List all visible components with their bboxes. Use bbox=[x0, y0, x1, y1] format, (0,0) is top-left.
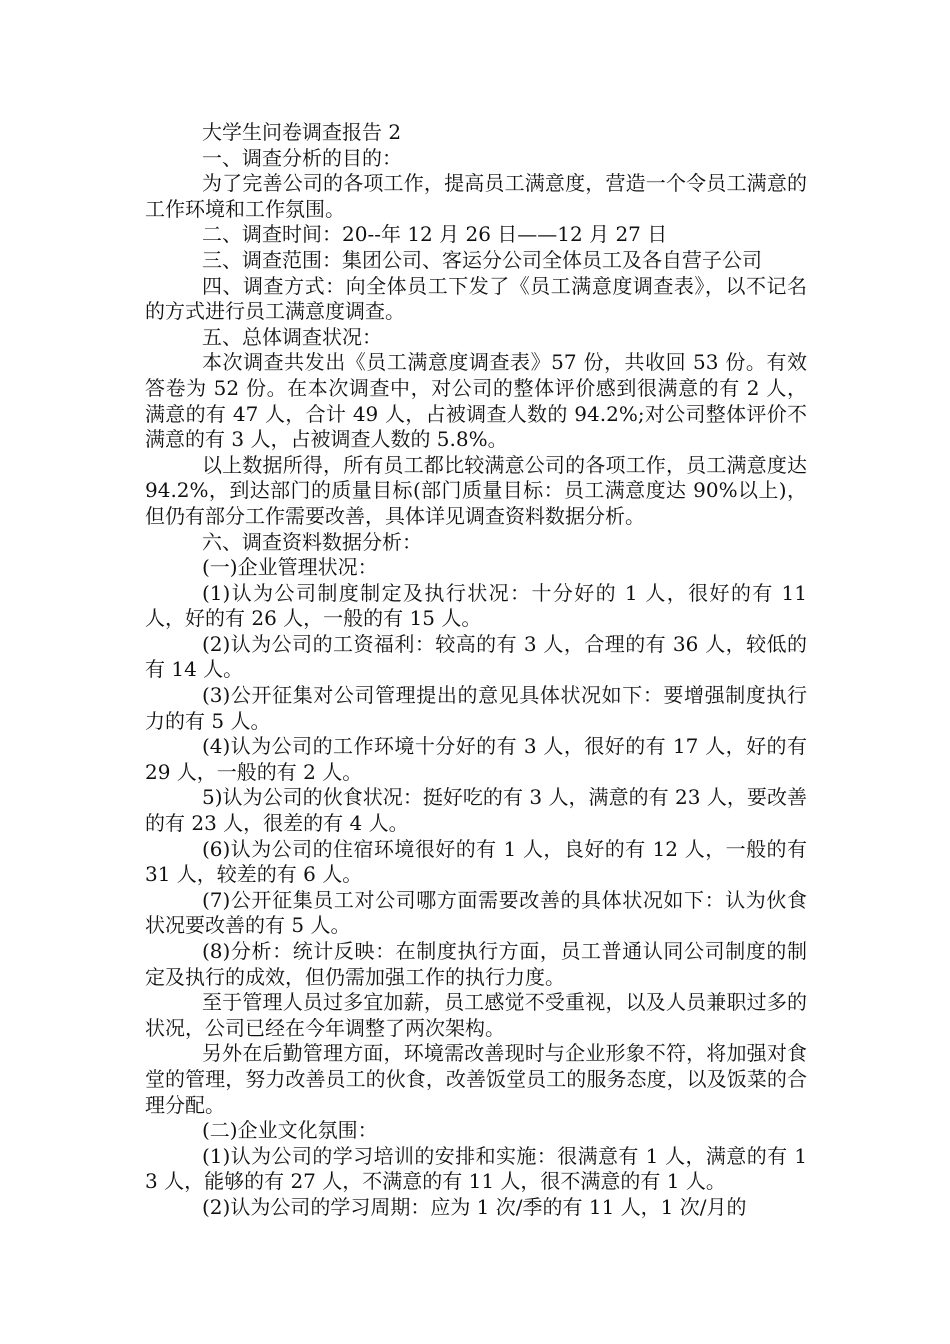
list-item: (3)公开征集对公司管理提出的意见具体状况如下：要增强制度执行力的有 5 人。 bbox=[145, 683, 807, 733]
section-heading-method: 四、调查方式：向全体员工下发了《员工满意度调查表》，以不记名的方式进行员工满意度调查。 bbox=[145, 273, 807, 324]
list-item: (1)认为公司的学习培训的安排和实施：很满意有 1 人，满意的有 13 人，能够的有 27 人，不满意的有 11 人，很不满意的有 1 人。 bbox=[145, 1143, 807, 1194]
paragraph-management-staff: 至于管理人员过多宜加薪，员工感觉不受重视，以及人员兼职过多的状况，公司已经在今年调整了两次架构。 bbox=[145, 990, 807, 1040]
list-item: (2)认为公司的学习周期：应为 1 次/季的有 11 人，1 次/月的 bbox=[202, 1194, 747, 1219]
subsection-heading-management: (一)企业管理状况： bbox=[202, 555, 378, 580]
paragraph-logistics: 另外在后勤管理方面，环境需改善现时与企业形象不符，将加强对食堂的管理，努力改善员工的伙食，改善饭堂员工的服务态度，以及饭菜的合理分配。 bbox=[145, 1041, 807, 1117]
list-item: (1)认为公司制度制定及执行状况：十分好的 1 人，很好的有 11 人，好的有 26 人，一般的有 15 人。 bbox=[145, 580, 807, 631]
paragraph-purpose: 为了完善公司的各项工作，提高员工满意度，营造一个令员工满意的工作环境和工作氛围。 bbox=[145, 171, 807, 221]
section-heading-time: 二、调查时间：20--年 12 月 26 日——12 月 27 日 bbox=[202, 222, 668, 247]
subsection-heading-culture: (二)企业文化氛围： bbox=[202, 1118, 378, 1143]
list-item: (7)公开征集员工对公司哪方面需要改善的具体状况如下：认为伙食状况要改善的有 5 人。 bbox=[145, 887, 807, 938]
section-heading-analysis: 六、调查资料数据分析： bbox=[202, 529, 422, 554]
list-item: (8)分析：统计反映：在制度执行方面，员工普通认同公司制度的制定及执行的成效，但仍需加强工作的执行力度。 bbox=[145, 939, 807, 989]
document-body bbox=[145, 120, 807, 1221]
list-item: (4)认为公司的工作环境十分好的有 3 人，很好的有 17 人，好的有 29 人，一般的有 2 人。 bbox=[145, 734, 807, 784]
section-heading-purpose: 一、调查分析的目的： bbox=[202, 145, 402, 170]
section-heading-overall: 五、总体调查状况： bbox=[202, 324, 382, 349]
list-item: (6)认为公司的住宿环境很好的有 1 人，良好的有 12 人，一般的有 31 人，较差的有 6 人。 bbox=[145, 836, 807, 887]
document-title: 大学生问卷调查报告 2 bbox=[202, 120, 402, 144]
paragraph-overall-results: 本次调查共发出《员工满意度调查表》57 份，共收回 53 份。有效答卷为 52 份。在本次调查中，对公司的整体评价感到很满意的有 2 人，满意的有 47 人，合计 49 人，占被调查人数的 94.2%;对公司整体评价不满意的有 3 人，占被调查人数的 5.8%。 bbox=[145, 350, 807, 452]
list-item: 5)认为公司的伙食状况：挺好吃的有 3 人，满意的有 23 人，要改善的有 23 人，很差的有 4 人。 bbox=[145, 785, 807, 836]
section-heading-scope: 三、调查范围：集团公司、客运分公司全体员工及各自营子公司 bbox=[202, 247, 762, 272]
list-item: (2)认为公司的工资福利：较高的有 3 人，合理的有 36 人，较低的有 14 人。 bbox=[145, 631, 807, 682]
paragraph-overall-conclusion: 以上数据所得，所有员工都比较满意公司的各项工作，员工满意度达 94.2%，到达部门的质量目标(部门质量目标：员工满意度达 90%以上)，但仍有部分工作需要改善，具体详见调查资料数据分析。 bbox=[145, 452, 807, 528]
